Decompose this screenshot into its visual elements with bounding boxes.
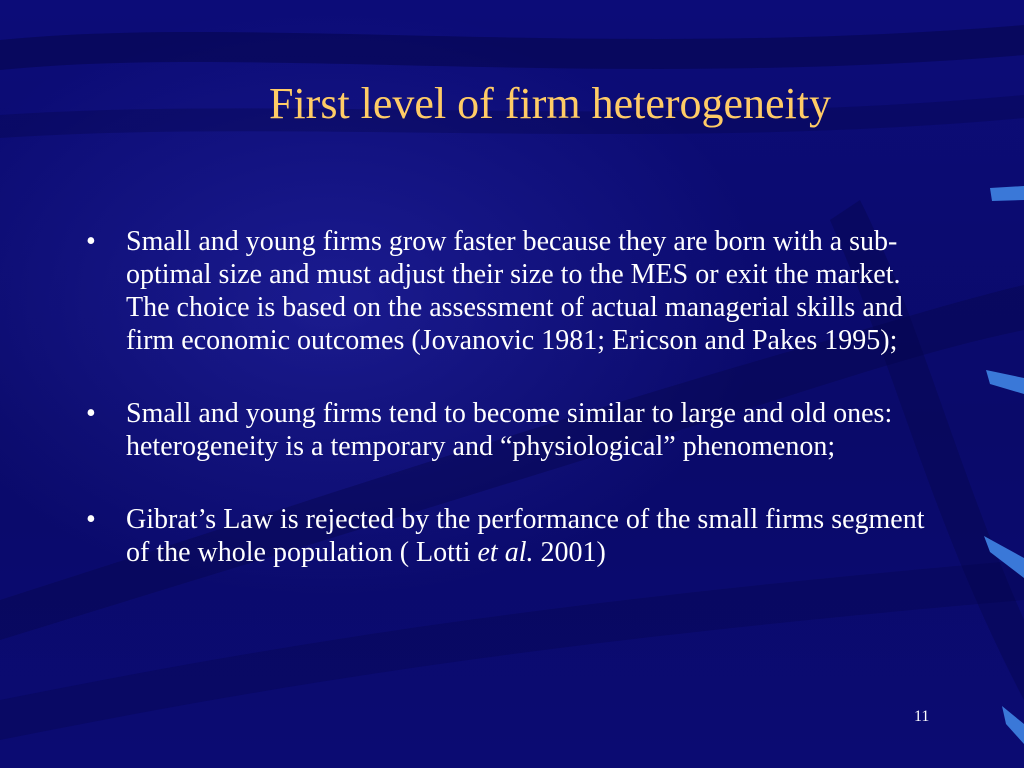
citation-italic: et al. (477, 537, 534, 568)
slide-title: First level of firm heterogeneity (268, 79, 832, 128)
accent-stripe-4 (1002, 706, 1024, 744)
bullet-text: Small and young firms grow faster because they are born with a sub-optimal size and must adjust their size to the MES or exit the market. The choice is based on the assessment of actual managerial skills and firm economic outcomes (Jovanovic 1981; Ericson and Pakes 1995); (126, 226, 903, 356)
page-number: 11 (914, 708, 930, 725)
bullet-item (86, 225, 946, 357)
bullet-list (86, 225, 946, 569)
bullet-text-part: 2001) (533, 537, 606, 568)
bullet-item (86, 503, 946, 569)
background-swoosh-top (0, 25, 1024, 70)
bullet-text: Small and young firms tend to become similar to large and old ones: heterogeneity is a temporary and “physiological” phenomenon; (126, 398, 893, 462)
bullet-marker: • (86, 398, 96, 429)
bullet-item (86, 397, 946, 463)
accent-stripe-2 (986, 370, 1024, 394)
accent-stripe-1 (990, 186, 1024, 201)
bullet-marker: • (86, 504, 96, 535)
bullet-marker: • (86, 226, 96, 257)
bullet-text (126, 504, 925, 568)
bullet-text-part: Gibrat’s Law is rejected by the performance of the small firms segment of the whole population ( Lotti (126, 504, 925, 568)
